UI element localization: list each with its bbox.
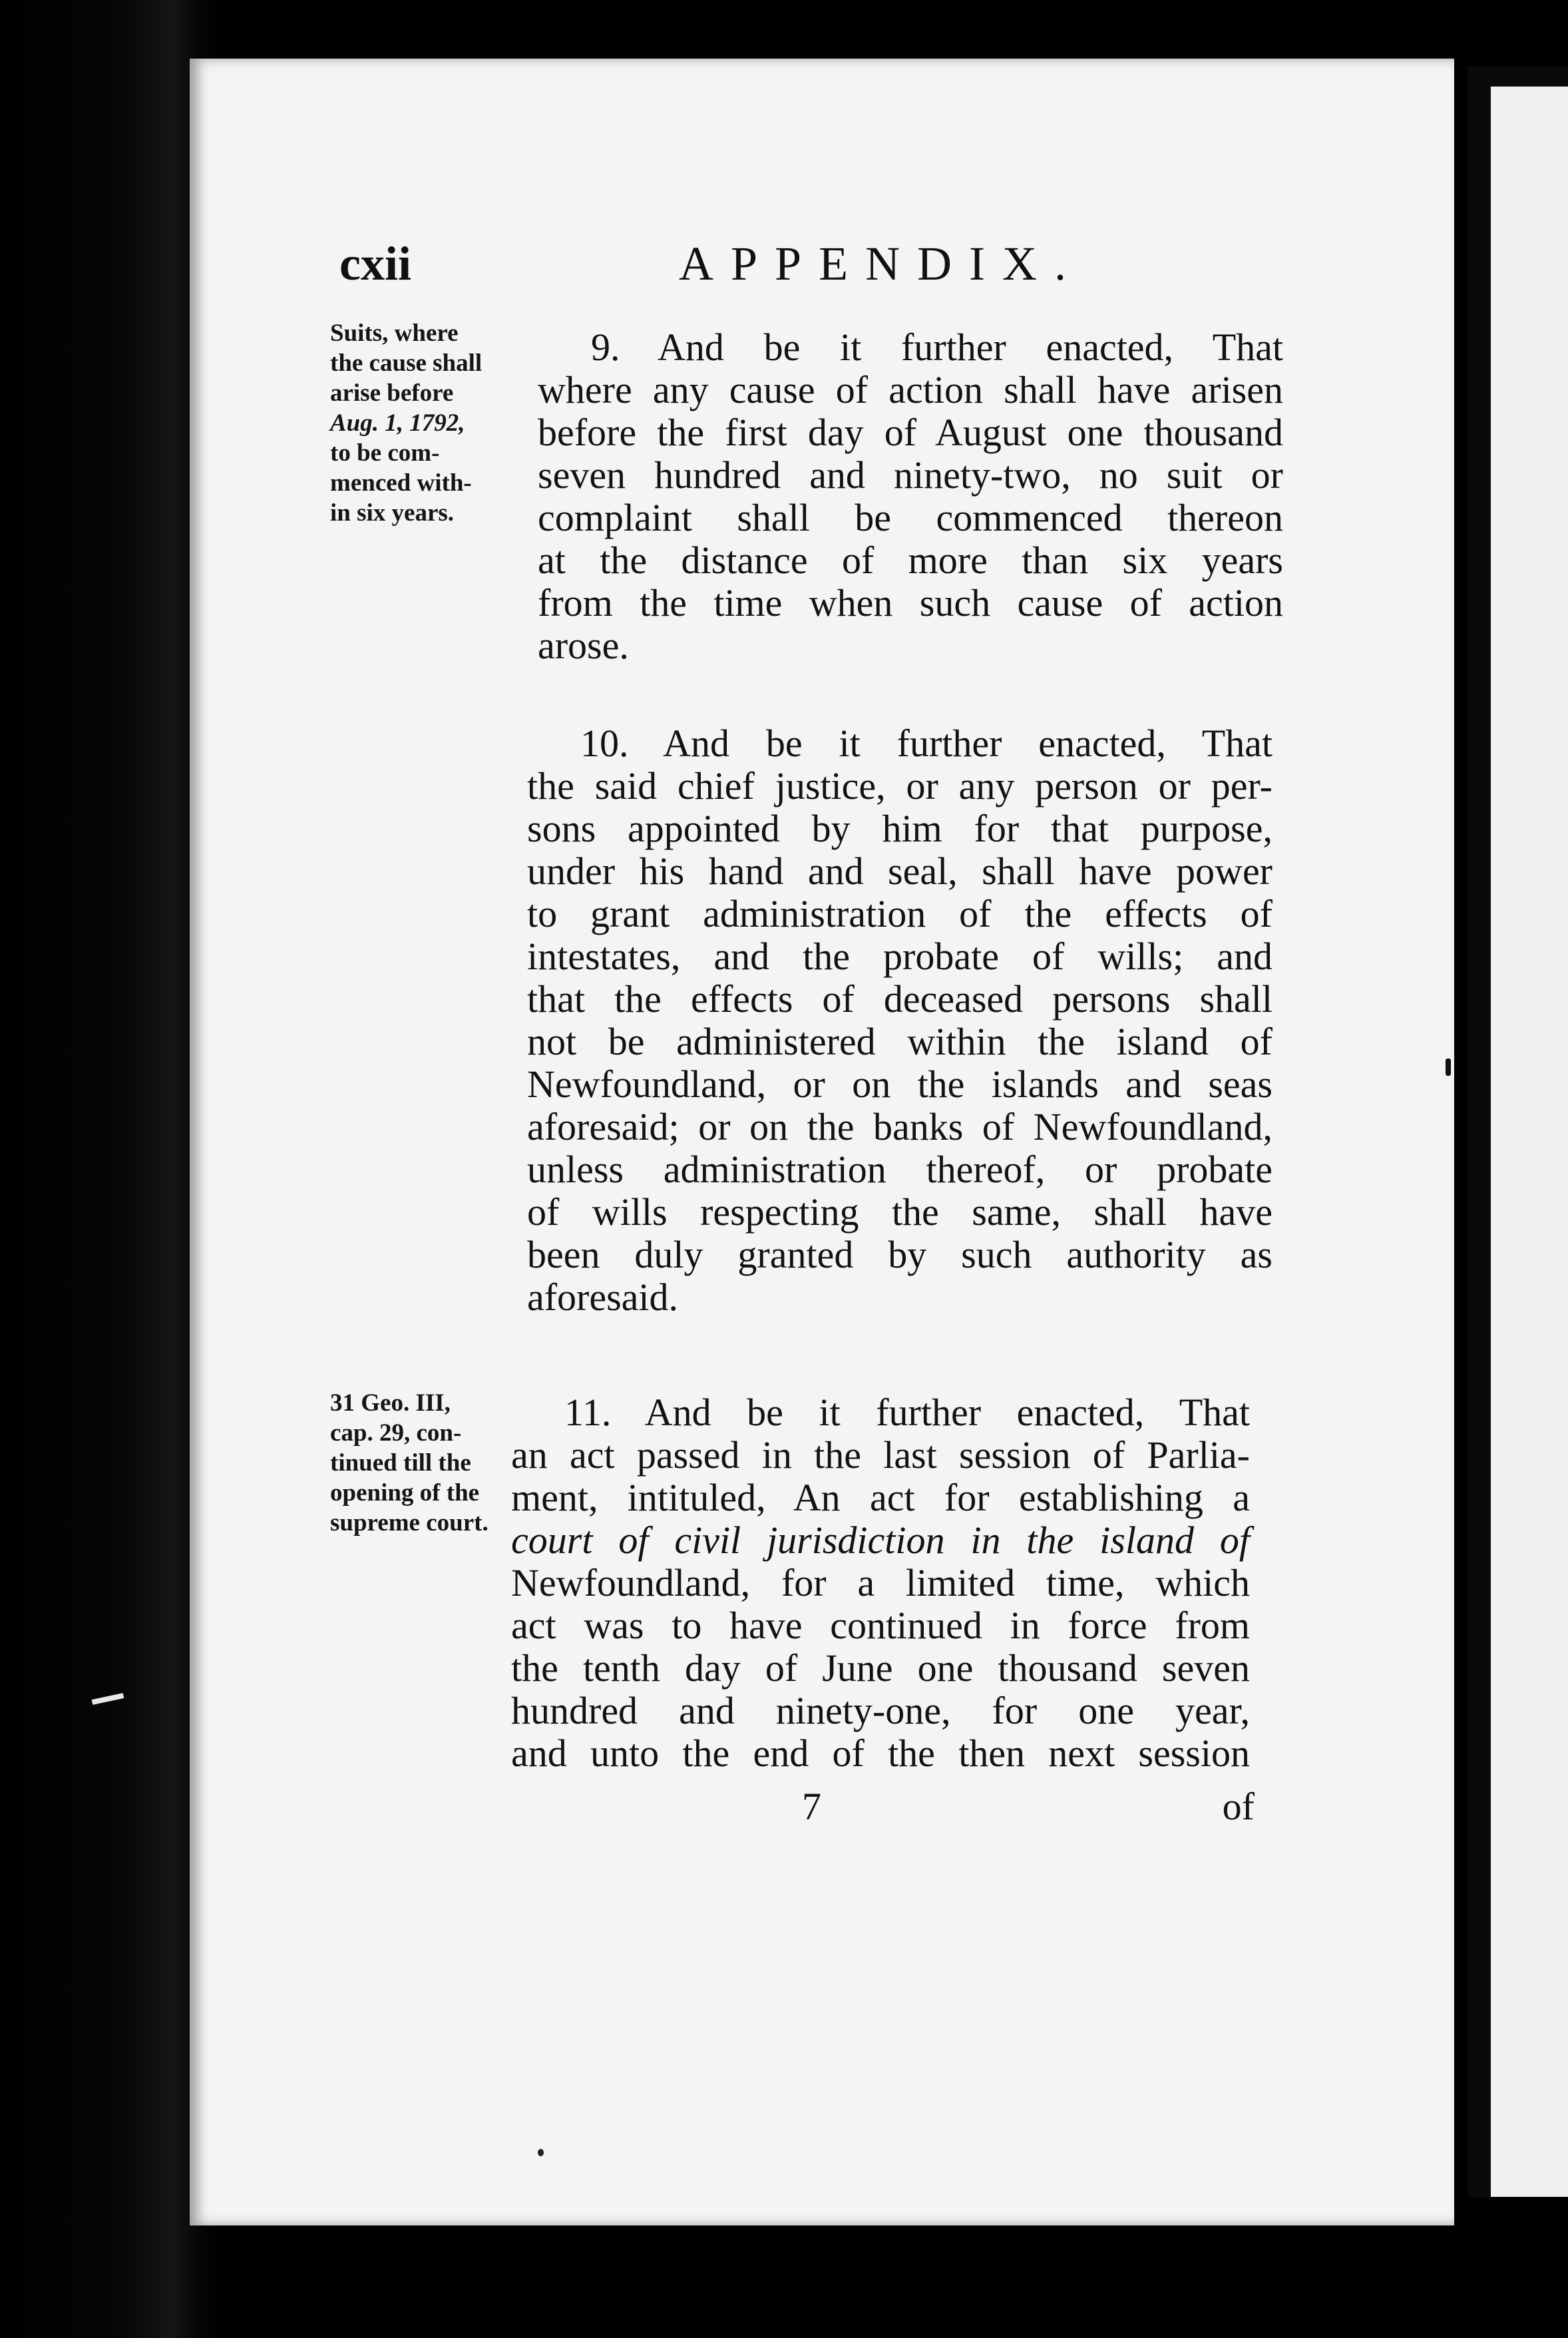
running-head: APPENDIX. (679, 237, 1084, 290)
sidenote-line: opening of the (330, 1479, 480, 1507)
text-line: 10. And be it further enacted, That (580, 722, 1273, 765)
text-line: arose. (538, 624, 629, 667)
text-line: where any cause of action shall have arisen (538, 368, 1283, 411)
margin-tick (1446, 1058, 1451, 1076)
text-line: the said chief justice, or any person or per- (527, 764, 1273, 808)
paragraph-10 (527, 722, 1273, 1319)
text-line: been duly granted by such authority as (527, 1233, 1273, 1276)
text-line: from the time when such cause of action (538, 581, 1283, 624)
sidenote-line: arise before (330, 379, 454, 407)
sidenote-line: supreme court. (330, 1509, 489, 1536)
text-line: complaint shall be commenced thereon (538, 496, 1283, 539)
text-line: aforesaid. (527, 1276, 679, 1319)
text-line: to grant administration of the effects of (527, 892, 1273, 935)
text-line: the tenth day of June one thousand seven (511, 1646, 1250, 1690)
text-line: intestates, and the probate of wills; and (527, 935, 1273, 978)
sidenote-line: in six years. (330, 499, 455, 527)
sidenote-line: Suits, where (330, 320, 459, 347)
text-line: before the first day of August one thousand (538, 411, 1283, 454)
text-line: not be administered within the island of (527, 1020, 1273, 1063)
text-line: that the effects of deceased persons shall (527, 977, 1273, 1021)
text-line: and unto the end of the then next session (511, 1732, 1250, 1775)
paragraph-11 (511, 1391, 1250, 1775)
text-line: 9. And be it further enacted, That (591, 326, 1283, 369)
ink-speck (538, 2149, 544, 2156)
sidenote-line: Aug. 1, 1792, (330, 409, 465, 437)
catchword: of (1222, 1785, 1255, 1828)
text-line: Newfoundland, for a limited time, which (511, 1561, 1250, 1604)
text-line: 11. And be it further enacted, That (564, 1391, 1250, 1434)
text-line: seven hundred and ninety-two, no suit or (538, 453, 1283, 497)
text-line: act was to have continued in force from (511, 1604, 1250, 1647)
text-line: of wills respecting the same, shall have (527, 1190, 1273, 1234)
text-line: ment, intituled, An act for establishing a (511, 1476, 1250, 1519)
sidenote-line: 31 Geo. III, (330, 1389, 451, 1417)
page-number: cxii (339, 237, 411, 290)
sidenote-line: menced with- (330, 469, 472, 497)
text-line: under his hand and seal, shall have power (527, 849, 1273, 893)
sidenote-line: to be com- (330, 439, 440, 467)
text-line: Newfoundland, or on the islands and seas (527, 1062, 1273, 1106)
text-line: aforesaid; or on the banks of Newfoundland, (527, 1105, 1273, 1148)
text-line: hundred and ninety-one, for one year, (511, 1689, 1250, 1732)
sidenote-line: tinued till the (330, 1449, 471, 1477)
text-line: court of civil jurisdiction in the island of (511, 1519, 1250, 1562)
sidenote-act-continued (330, 1388, 530, 1538)
text-line: sons appointed by him for that purpose, (527, 807, 1273, 850)
facing-page-strip (1491, 87, 1568, 2197)
text-line: at the distance of more than six years (538, 539, 1283, 582)
text-line: an act passed in the last session of Parlia- (511, 1433, 1250, 1477)
text-line: unless administration thereof, or probate (527, 1148, 1273, 1191)
sidenote-suits (330, 318, 530, 528)
signature-mark: 7 (802, 1785, 821, 1828)
sidenote-line: cap. 29, con- (330, 1419, 462, 1447)
paragraph-9 (538, 326, 1283, 667)
sidenote-line: the cause shall (330, 350, 483, 377)
